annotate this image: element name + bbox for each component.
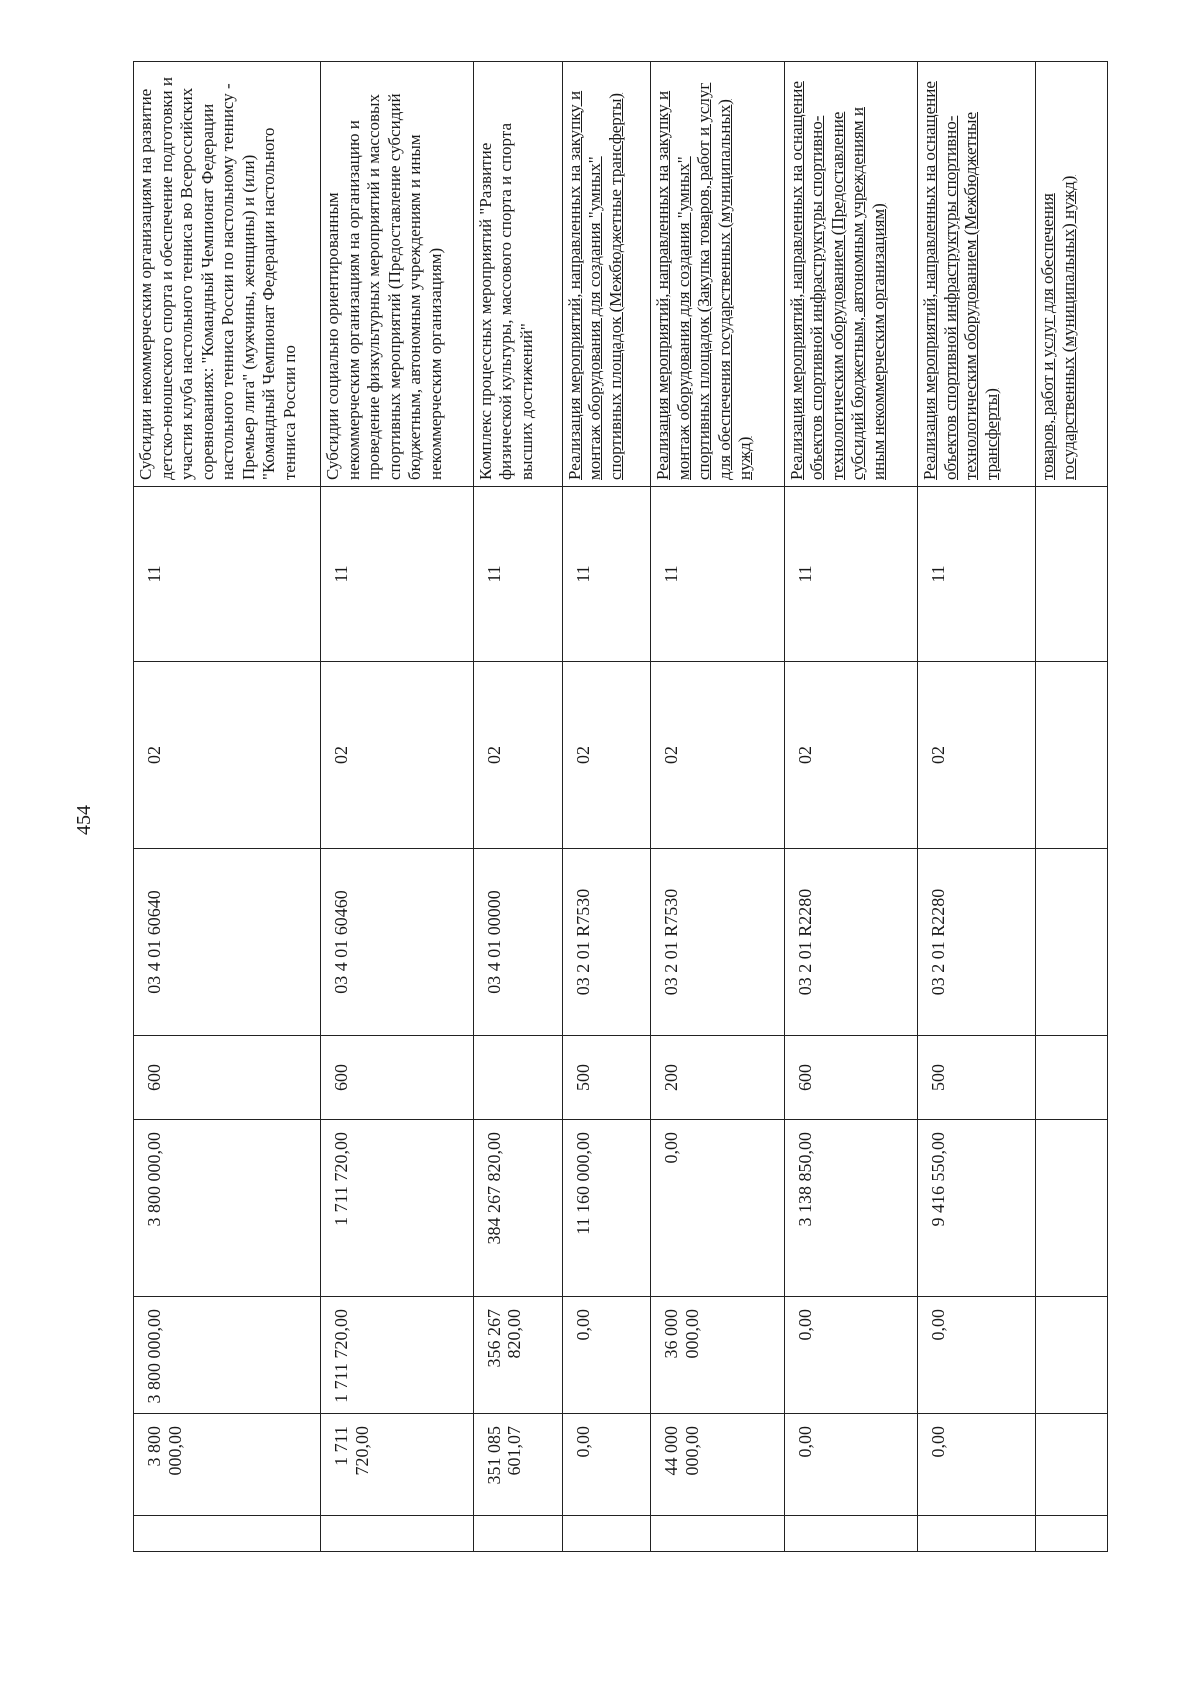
code-cell: 03 2 01 R2280	[918, 849, 1036, 1036]
col-b-cell: 02	[134, 662, 321, 849]
col-a-cell: 11	[784, 487, 918, 662]
amount-1-cell: 3 800 000,00	[134, 1120, 321, 1297]
amount-1-cell: 0,00	[651, 1120, 785, 1297]
type-cell	[473, 1036, 562, 1120]
amount-3-cell	[1036, 1414, 1108, 1516]
amount-3-cell: 0,00	[918, 1414, 1036, 1516]
table-row	[651, 62, 785, 1552]
amount-2-cell: 3 800 000,00	[134, 1297, 321, 1414]
amount-2-cell: 356 267 820,00	[473, 1297, 562, 1414]
amount-3-cell: 0,00	[784, 1414, 918, 1516]
col-b-cell: 02	[562, 662, 651, 849]
type-cell: 600	[321, 1036, 474, 1120]
col-b-cell: 02	[651, 662, 785, 849]
amount-3-cell: 44 000 000,00	[651, 1414, 785, 1516]
amount-2-cell: 0,00	[562, 1297, 651, 1414]
col-a-cell: 11	[473, 487, 562, 662]
amount-1-cell: 384 267 820,00	[473, 1120, 562, 1297]
col-b-cell	[1036, 662, 1108, 849]
page-number: 454	[73, 805, 95, 835]
col-a-cell: 11	[134, 487, 321, 662]
col-a-cell: 11	[562, 487, 651, 662]
code-cell: 03 2 01 R2280	[784, 849, 918, 1036]
type-cell: 500	[918, 1036, 1036, 1120]
amount-2-cell	[1036, 1297, 1108, 1414]
type-cell: 500	[562, 1036, 651, 1120]
col-a-cell: 11	[321, 487, 474, 662]
amount-2-cell: 0,00	[918, 1297, 1036, 1414]
table-row	[134, 62, 321, 1552]
code-cell: 03 4 01 60460	[321, 849, 474, 1036]
description-cell: Реализация мероприятий, направленных на оснащение объектов спортивной инфраструктуры спортивно-технологическим оборудованием (Межбюджетные трансферты)	[918, 62, 1036, 487]
budget-table	[133, 61, 1108, 1552]
type-cell: 600	[134, 1036, 321, 1120]
rotated-table-container	[133, 62, 1108, 1552]
amount-3-cell: 3 800 000,00	[134, 1414, 321, 1516]
table-row	[784, 62, 918, 1552]
description-cell: Субсидии социально ориентированным некоммерческим организациям на организацию и проведение физкультурных мероприятий и массовых спортивных мероприятий (Предоставление субсидий бюджетным, автономным учреждениям и иным некоммерческим организациям)	[321, 62, 474, 487]
code-cell: 03 2 01 R7530	[651, 849, 785, 1036]
table-row	[473, 62, 562, 1552]
description-cell: Реализация мероприятий, направленных на закупку и монтаж оборудования для создания "умных" спортивных площадок (Закупка товаров, работ и услуг для обеспечения государственных (муниципальных) нужд)	[651, 62, 785, 487]
description-cell: Реализация мероприятий, направленных на закупку и монтаж оборудования для создания "умных" спортивных площадок (Межбюджетные трансферты)	[562, 62, 651, 487]
col-a-cell: 11	[651, 487, 785, 662]
amount-2-cell: 0,00	[784, 1297, 918, 1414]
col-b-cell: 02	[784, 662, 918, 849]
amount-3-cell: 351 085 601,07	[473, 1414, 562, 1516]
amount-3-cell: 0,00	[562, 1414, 651, 1516]
description-cell: Реализация мероприятий, направленных на оснащение объектов спортивной инфраструктуры спортивно-технологическим оборудованием (Предоставление субсидий бюджетным, автономным учреждениям и иным некоммерческим организациям)	[784, 62, 918, 487]
code-cell: 03 4 01 00000	[473, 849, 562, 1036]
amount-1-cell	[1036, 1120, 1108, 1297]
amount-1-cell: 9 416 550,00	[918, 1120, 1036, 1297]
description-cell: Субсидии некоммерческим организациям на развитие детско-юношеского спорта и обеспечение подготовки и участия клуба настольного тенниса во Всероссийских соревнованиях: "Командный Чемпионат Федерации настольного тенниса России по настольному теннису - Премьер лига" (мужчины, женщины) и (или) "Командный Чемпионат Федерации настольного тенниса России по	[134, 62, 321, 487]
amount-2-cell: 36 000 000,00	[651, 1297, 785, 1414]
col-b-cell: 02	[918, 662, 1036, 849]
code-cell: 03 2 01 R7530	[562, 849, 651, 1036]
code-cell	[1036, 849, 1108, 1036]
amount-1-cell: 1 711 720,00	[321, 1120, 474, 1297]
type-cell: 600	[784, 1036, 918, 1120]
table-row	[321, 62, 474, 1552]
amount-2-cell: 1 711 720,00	[321, 1297, 474, 1414]
code-cell: 03 4 01 60640	[134, 849, 321, 1036]
col-a-cell	[1036, 487, 1108, 662]
amount-3-cell: 1 711 720,00	[321, 1414, 474, 1516]
description-cell: Комплекс процессных мероприятий "Развитие физической культуры, массового спорта и спорта высших достижений"	[473, 62, 562, 487]
amount-1-cell: 11 160 000,00	[562, 1120, 651, 1297]
col-b-cell: 02	[321, 662, 474, 849]
table-row	[562, 62, 651, 1552]
col-b-cell: 02	[473, 662, 562, 849]
description-cell: товаров, работ и услуг для обеспечения государственных (муниципальных) нужд)	[1036, 62, 1108, 487]
table-row	[918, 62, 1036, 1552]
type-cell	[1036, 1036, 1108, 1120]
amount-1-cell: 3 138 850,00	[784, 1120, 918, 1297]
table-row	[1036, 62, 1108, 1552]
type-cell: 200	[651, 1036, 785, 1120]
col-a-cell: 11	[918, 487, 1036, 662]
